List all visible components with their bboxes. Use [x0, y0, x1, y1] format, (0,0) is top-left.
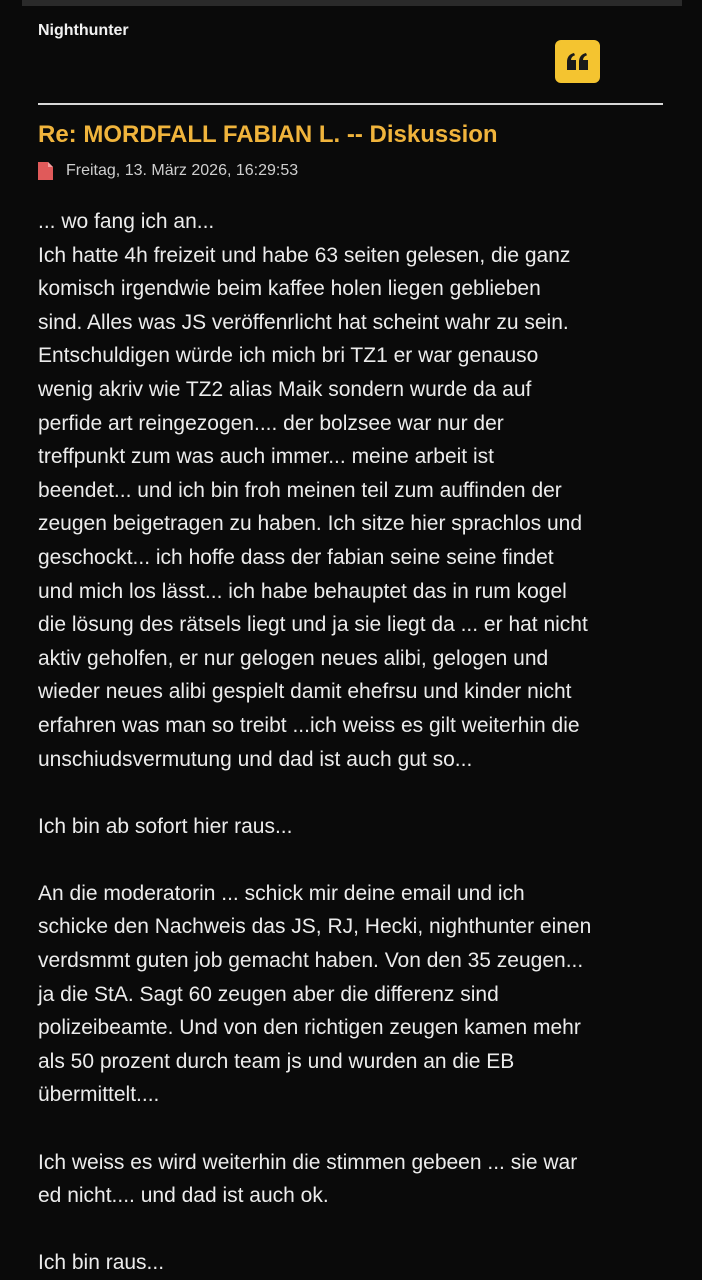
- post-paragraph: [38, 877, 664, 1112]
- quote-button[interactable]: [555, 40, 600, 83]
- text-line: komisch irgendwie beim kaffee holen liegen geblieben: [38, 277, 541, 301]
- text-line: Ich bin raus...: [38, 1251, 165, 1275]
- post-body: [38, 205, 664, 1280]
- text-line: wenig akriv wie TZ2 alias Maik sondern wurde da auf: [38, 377, 532, 401]
- top-edge-strip: [22, 0, 682, 6]
- text-line: ja die StA. Sagt 60 zeugen aber die differenz sind: [38, 982, 499, 1006]
- post-timestamp: Freitag, 13. März 2026, 16:29:53: [66, 162, 299, 179]
- post-author[interactable]: Nighthunter: [38, 22, 129, 39]
- text-line: beendet... und ich bin froh meinen teil zum auffinden der: [38, 478, 562, 502]
- paragraph-gap: [38, 1213, 664, 1247]
- post-paragraph: [38, 1146, 664, 1213]
- text-line: die lösung des rätsels liegt und ja sie liegt da ... er hat nicht: [38, 613, 588, 637]
- text-line: zeugen beigetragen zu haben. Ich sitze hier sprachlos und: [38, 512, 583, 536]
- post-paragraph: [38, 205, 664, 776]
- text-line: aktiv geholfen, er nur gelogen neues alibi, gelogen und: [38, 646, 549, 670]
- text-line: sind. Alles was JS veröffenrlicht hat scheint wahr zu sein.: [38, 310, 569, 334]
- text-line: ed nicht.... und dad ist auch ok.: [38, 1184, 329, 1208]
- text-line: unschiudsvermutung und dad ist auch gut so...: [38, 747, 473, 771]
- text-line: schicke den Nachweis das JS, RJ, Hecki, nighthunter einen: [38, 915, 592, 939]
- text-line: treffpunkt zum was auch immer... meine arbeit ist: [38, 445, 494, 469]
- post-paragraph: [38, 1246, 664, 1280]
- post-title[interactable]: Re: MORDFALL FABIAN L. -- Diskussion: [38, 121, 498, 148]
- text-line: Entschuldigen würde ich mich bri TZ1 er war genauso: [38, 344, 539, 368]
- text-line: polizeibeamte. Und von den richtigen zeugen kamen mehr: [38, 1016, 581, 1040]
- text-line: erfahren was man so treibt ...ich weiss es gilt weiterhin die: [38, 713, 580, 737]
- paragraph-gap: [38, 1112, 664, 1146]
- text-line: verdsmmt guten job gemacht haben. Von den 35 zeugen...: [38, 949, 584, 973]
- text-line: übermittelt....: [38, 1083, 160, 1107]
- text-line: ... wo fang ich an...: [38, 210, 215, 233]
- paragraph-gap: [38, 843, 664, 877]
- text-line: Ich weiss es wird weiterhin die stimmen gebeen ... sie war: [38, 1150, 578, 1174]
- text-line: Ich hatte 4h freizeit und habe 63 seiten gelesen, die ganz: [38, 243, 571, 267]
- quote-icon: [566, 52, 590, 72]
- post-meta: [38, 162, 298, 180]
- header-divider: [38, 103, 663, 105]
- text-line: geschockt... ich hoffe dass der fabian seine seine findet: [38, 545, 554, 569]
- text-line: Ich bin ab sofort hier raus...: [38, 814, 293, 838]
- text-line: An die moderatorin ... schick mir deine email und ich: [38, 881, 525, 905]
- post-paragraph: [38, 810, 664, 844]
- document-icon: [38, 162, 53, 180]
- text-line: und mich los lässt... ich habe behauptet das in rum kogel: [38, 579, 567, 603]
- paragraph-gap: [38, 776, 664, 810]
- text-line: als 50 prozent durch team js und wurden an die EB: [38, 1049, 515, 1073]
- text-line: wieder neues alibi gespielt damit ehefrsu und kinder nicht: [38, 680, 572, 704]
- text-line: perfide art reingezogen.... der bolzsee war nur der: [38, 411, 504, 435]
